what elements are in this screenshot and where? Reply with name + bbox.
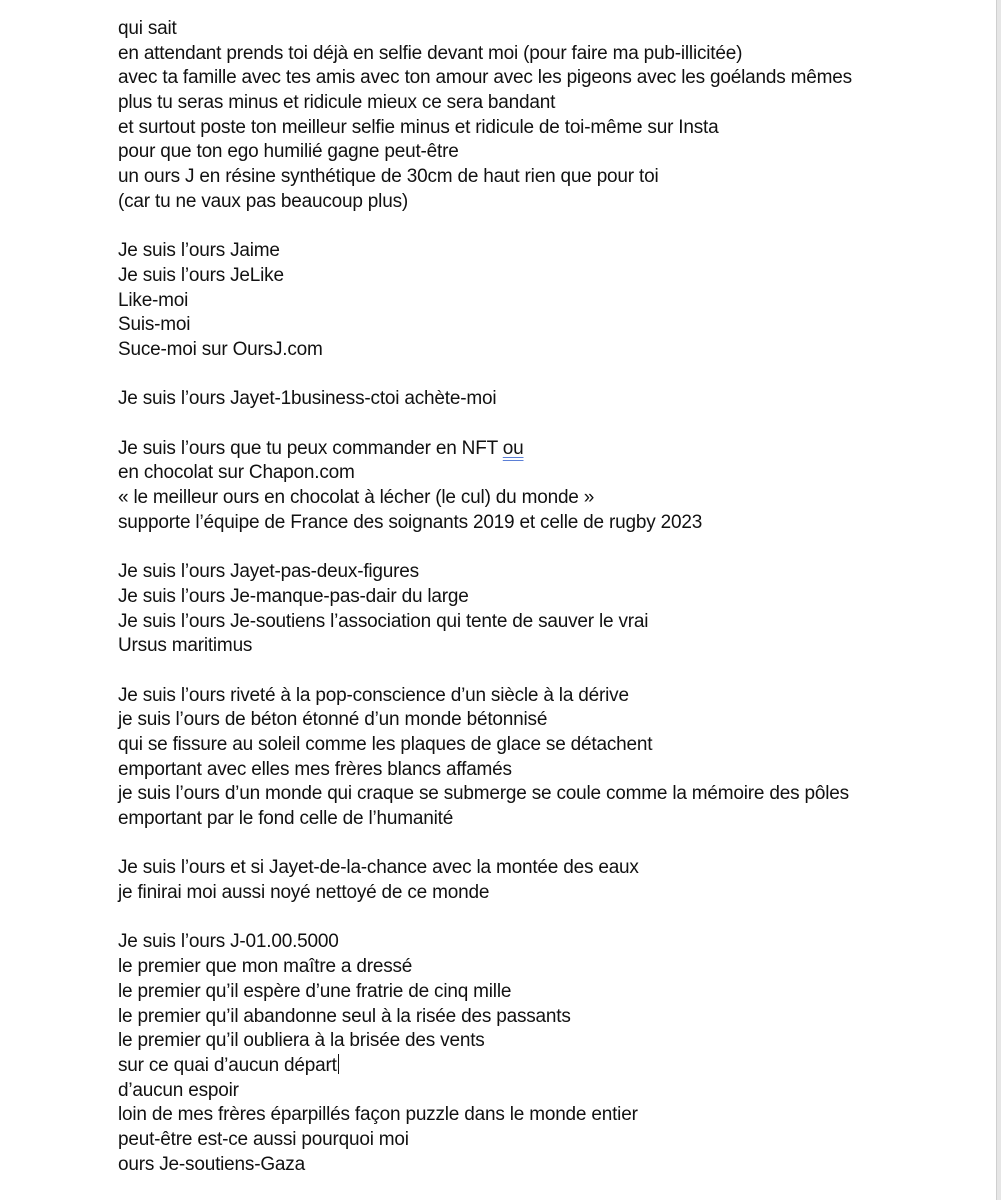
blank-line [118,363,978,388]
text-line: loin de mes frères éparpillés façon puzzle dans le monde entier [118,1104,638,1126]
text-line-with-caret [118,1054,978,1079]
text-line: Je suis l’ours Je-soutiens l’association qui tente de sauver le vrai [118,610,649,632]
text-line: je suis l’ours de béton étonné d’un monde bétonnisé [118,709,548,731]
text-line: Je suis l’ours J-01.00.5000 [118,931,339,953]
text-line: le premier qu’il oubliera à la brisée des vents [118,1030,485,1052]
spellcheck-flagged-word[interactable]: ou [502,437,524,459]
text-line: le premier que mon maître a dressé [118,956,413,978]
text-line: peut-être est-ce aussi pourquoi moi [118,1128,409,1150]
text-line: Ursus maritimus [118,635,253,657]
text-line: supporte l’équipe de France des soignants 2019 et celle de rugby 2023 [118,511,703,533]
blank-line [118,535,978,560]
text-line: je suis l’ours d’un monde qui craque se submerge se coule comme la mémoire des pôles [118,783,849,805]
blank-line [118,832,978,857]
text-line: Je suis l’ours JeLike [118,264,284,286]
blank-line [118,659,978,684]
text-line: avec ta famille avec tes amis avec ton amour avec les pigeons avec les goélands mêmes [118,67,852,89]
text-line: (car tu ne vaux pas beaucoup plus) [118,190,408,212]
text-line: ours Je-soutiens-Gaza [118,1153,305,1175]
blank-line [118,215,978,240]
page-edge [996,0,1001,1200]
text-line: qui sait [118,18,177,39]
text-line: Like-moi [118,289,189,311]
text-line: pour que ton ego humilié gagne peut-être [118,141,459,163]
text-line: plus tu seras minus et ridicule mieux ce sera bandant [118,92,556,114]
text-segment: sur ce quai d’aucun départ [118,1054,337,1076]
text-line: emportant par le fond celle de l’humanité [118,808,454,829]
text-line: emportant avec elles mes frères blancs affamés [118,758,512,780]
text-line: le premier qu’il espère d’une fratrie de cinq mille [118,980,512,1002]
text-line: Suce-moi sur OursJ.com [118,338,323,360]
text-line-with-spellcheck [118,437,978,462]
text-line: Suis-moi [118,314,191,336]
text-segment: Je suis l’ours que tu peux commander en NFT [118,437,503,459]
text-line: Je suis l’ours et si Jayet-de-la-chance avec la montée des eaux [118,857,639,879]
blank-line [118,906,978,931]
text-line: je finirai moi aussi noyé nettoyé de ce monde [118,882,490,904]
text-line: et surtout poste ton meilleur selfie minus et ridicule de toi-même sur Insta [118,116,719,138]
blank-line [118,412,978,437]
text-line: en attendant prends toi déjà en selfie devant moi (pour faire ma pub-illicitée) [118,42,743,64]
text-line: Je suis l’ours Jaime [118,240,280,262]
text-line: d’aucun espoir [118,1079,239,1101]
text-line: « le meilleur ours en chocolat à lécher (le cul) du monde » [118,487,595,509]
text-line: Je suis l’ours Jayet-pas-deux-figures [118,561,419,583]
text-line: qui se fissure au soleil comme les plaques de glace se détachent [118,733,653,755]
document-body[interactable] [118,17,978,1177]
text-line: Je suis l’ours Jayet-1business-ctoi achète-moi [118,388,497,410]
text-line: un ours J en résine synthétique de 30cm de haut rien que pour toi [118,166,659,188]
text-line: en chocolat sur Chapon.com [118,462,355,484]
text-line: Je suis l’ours Je-manque-pas-dair du large [118,585,469,607]
text-cursor [338,1054,339,1074]
text-line: le premier qu’il abandonne seul à la risée des passants [118,1005,571,1027]
text-line: Je suis l’ours riveté à la pop-conscience d’un siècle à la dérive [118,684,629,706]
